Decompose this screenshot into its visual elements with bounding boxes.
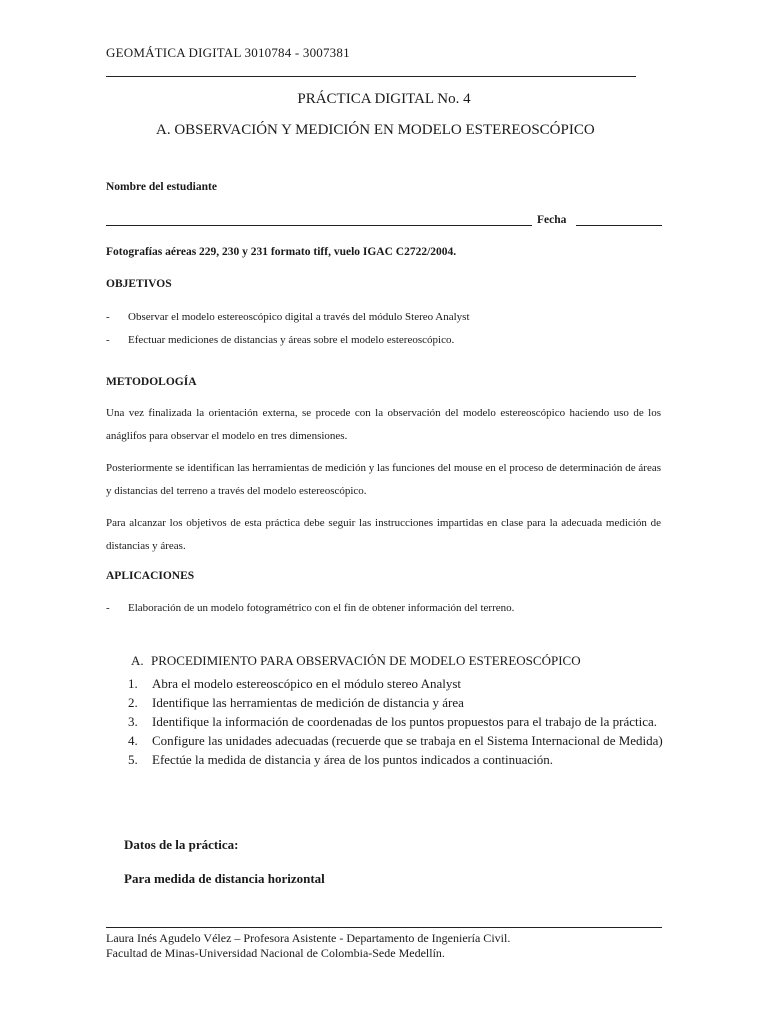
procedure-step: 1. Abra el modelo estereoscópico en el módulo stereo Analyst bbox=[128, 676, 462, 691]
methodology-paragraph: Una vez finalizada la orientación externa, se procede con la observación del modelo estereoscópico haciendo uso de los anáglifos para observar el modelo en tres dimensiones. bbox=[106, 407, 661, 442]
procedure-steps bbox=[128, 675, 663, 770]
name-date-row bbox=[106, 210, 662, 230]
practice-title: PRÁCTICA DIGITAL No. 4 bbox=[297, 91, 471, 107]
student-name-line bbox=[106, 225, 532, 226]
procedure-step: 3. Identifique la información de coordenadas de los puntos propuestos para el trabajo de la práctica. bbox=[128, 714, 658, 729]
date-line bbox=[576, 225, 662, 226]
photos-info: Fotografías aéreas 229, 230 y 231 formato tiff, vuelo IGAC C2722/2004. bbox=[106, 246, 457, 258]
footer-rule bbox=[106, 927, 662, 928]
objectives-heading: OBJETIVOS bbox=[106, 278, 172, 290]
footer-author: Laura Inés Agudelo Vélez – Profesora Asistente - Departamento de Ingeniería Civil. bbox=[106, 931, 511, 945]
practice-data-heading: Datos de la práctica: bbox=[124, 837, 239, 852]
footer-institution: Facultad de Minas-Universidad Nacional de Colombia-Sede Medellín. bbox=[106, 946, 445, 960]
procedure-heading: A. PROCEDIMIENTO PARA OBSERVACIÓN DE MODELO ESTEREOSCÓPICO bbox=[131, 653, 581, 668]
methodology-heading: METODOLOGÍA bbox=[106, 376, 197, 388]
document-header: GEOMÁTICA DIGITAL 3010784 - 3007381 bbox=[106, 45, 350, 60]
section-title: A. OBSERVACIÓN Y MEDICIÓN EN MODELO ESTEREOSCÓPICO bbox=[156, 122, 595, 138]
methodology-paragraph: Para alcanzar los objetivos de esta práctica debe seguir las instrucciones impartidas en clase para la adecuada medición de distancias y áreas. bbox=[106, 517, 661, 552]
procedure-step: 4. Configure las unidades adecuadas (recuerde que se trabaja en el Sistema Internacional de Medida) bbox=[128, 733, 663, 748]
horizontal-distance-heading: Para medida de distancia horizontal bbox=[124, 871, 325, 886]
student-name-label: Nombre del estudiante bbox=[106, 181, 217, 193]
methodology-paragraph: Posteriormente se identifican las herramientas de medición y las funciones del mouse en el proceso de determinación de áreas y distancias del terreno a través del modelo estereoscópico. bbox=[106, 462, 661, 497]
applications-heading: APLICACIONES bbox=[106, 570, 195, 582]
procedure-step: 5. Efectúe la medida de distancia y área de los puntos indicados a continuación. bbox=[128, 752, 554, 767]
procedure-step: 2. Identifique las herramientas de medición de distancia y área bbox=[128, 695, 464, 710]
date-label: Fecha bbox=[537, 214, 567, 226]
header-rule bbox=[106, 76, 636, 77]
